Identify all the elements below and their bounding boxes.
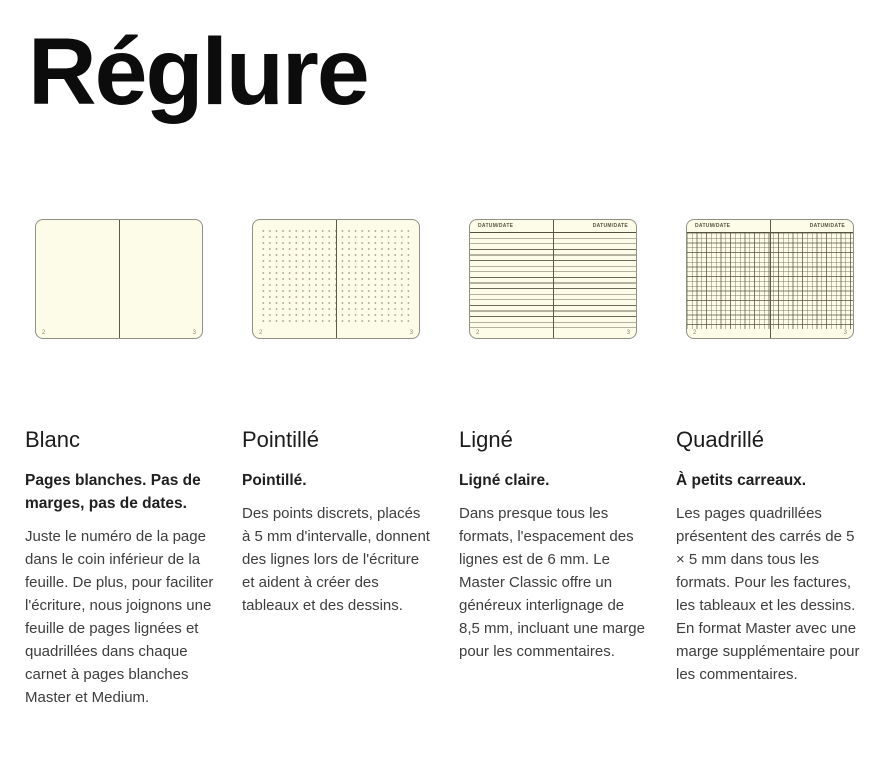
- date-label-right: DATUM/DATE: [809, 223, 845, 229]
- notebook-illustration-blank: [35, 219, 203, 339]
- notebook-illustration-lined: [469, 219, 637, 339]
- column-body: Dans presque tous les formats, l'espacement des lignes est de 6 mm. Le Master Classic offre un généreux interlignage de 8,5 mm, incluant une marge pour les commentaires.: [459, 505, 645, 660]
- page-title: Réglure: [28, 19, 368, 125]
- page-number-right: 3: [409, 330, 413, 336]
- notebook-fold-line: [770, 220, 771, 338]
- column-pointille: [242, 219, 459, 709]
- notebook-illustration-grid: [686, 219, 854, 339]
- column-heading: Pointillé: [242, 427, 320, 452]
- column-blanc: [25, 219, 242, 709]
- page-number-right: 3: [192, 330, 196, 336]
- column-heading: Quadrillé: [676, 427, 765, 452]
- ruling-columns: [25, 219, 870, 709]
- date-label-right: DATUM/DATE: [592, 223, 628, 229]
- date-label-left: DATUM/DATE: [695, 223, 731, 229]
- page-number-left: 2: [259, 330, 263, 336]
- column-heading: Ligné: [459, 427, 513, 452]
- notebook-fold-line: [119, 220, 120, 338]
- column-body: Les pages quadrillées présentent des carrés de 5 × 5 mm dans tous les formats. Pour les factures, les tableaux et les dessins. En format Master avec une marge supplémentaire pour les commentaires.: [676, 505, 860, 683]
- notebook-illustration-dotted: [252, 219, 420, 339]
- page-number-left: 2: [693, 330, 697, 336]
- column-body: Des points discrets, placés à 5 mm d'intervalle, donnent des lignes lors de l'écriture et aident à créer des tableaux et des dessins.: [242, 505, 430, 614]
- page-number-right: 3: [626, 330, 630, 336]
- date-label-left: DATUM/DATE: [478, 223, 514, 229]
- column-subheading: Ligné claire.: [459, 472, 550, 489]
- column-body: Juste le numéro de la page dans le coin inférieur de la feuille. De plus, pour faciliter l'écriture, nous joignons une feuille de pages lignées et quadrillées dans chaque carnet à pages blanches Master et Medium.: [25, 528, 214, 706]
- notebook-fold-line: [336, 220, 337, 338]
- notebook-fold-line: [553, 220, 554, 338]
- column-ligne: [459, 219, 676, 709]
- column-subheading: Pages blanches. Pas de marges, pas de dates.: [25, 472, 201, 512]
- column-subheading: À petits carreaux.: [676, 472, 807, 489]
- column-heading: Blanc: [25, 427, 81, 452]
- page-number-right: 3: [843, 330, 847, 336]
- column-subheading: Pointillé.: [242, 472, 307, 489]
- page-number-left: 2: [42, 330, 46, 336]
- column-quadrille: [676, 219, 890, 709]
- page-number-left: 2: [476, 330, 480, 336]
